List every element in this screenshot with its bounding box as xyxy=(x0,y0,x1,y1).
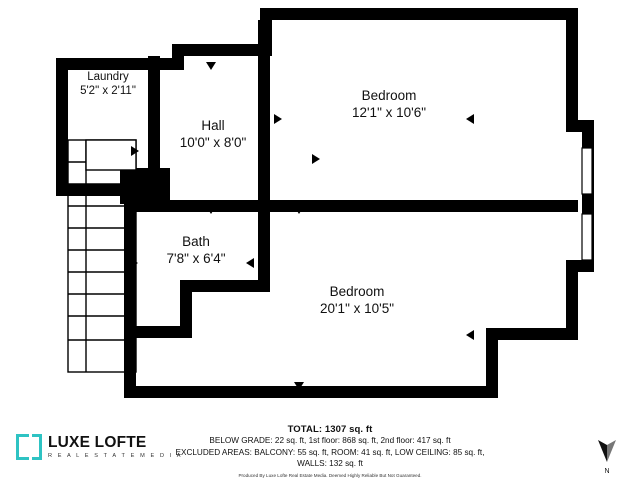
brand-logo xyxy=(16,434,183,460)
stair-landing-block xyxy=(120,168,170,204)
interior-wall-bath-right xyxy=(258,200,270,292)
summary-total: TOTAL: 1307 sq. ft xyxy=(287,424,373,435)
window-right-upper xyxy=(582,148,592,194)
summary-credit: Produced By Luxe Lofte Real Estate Media. Deemed Highly Reliable But Not Guaranteed. xyxy=(238,472,422,478)
arrow-hall-right xyxy=(312,154,320,164)
north-arrow-icon xyxy=(598,440,616,462)
area-summary xyxy=(150,424,510,478)
interior-wall-bath-top xyxy=(124,200,270,212)
interior-wall-bedrooms xyxy=(258,200,578,212)
summary-excluded: EXCLUDED AREAS: BALCONY: 55 sq. ft, ROOM: 41 sq. ft, LOW CEILING: 85 sq. ft, xyxy=(175,447,485,457)
logo-text xyxy=(48,435,183,459)
window-right-lower xyxy=(582,214,592,260)
logo-brand-name: LUXE LOFTE xyxy=(48,433,147,451)
logo-tagline: R E A L E S T A T E M E D I A xyxy=(48,453,183,460)
summary-below-grade: BELOW GRADE: 22 sq. ft, 1st floor: 868 sq. ft, 2nd floor: 417 sq. ft xyxy=(209,436,451,445)
interior-wall-hall-bedroom xyxy=(258,20,270,212)
room-label-bath: Bath 7'8" x 6'4" xyxy=(166,234,226,266)
arrow-hall-top xyxy=(206,62,216,70)
compass-north xyxy=(592,440,622,475)
room-label-bedroom-upper: Bedroom 12'1" x 10'6" xyxy=(351,88,427,120)
summary-walls: WALLS: 132 sq. ft xyxy=(297,459,363,469)
room-label-hall: Hall 10'0" x 8'0" xyxy=(179,118,247,150)
room-label-laundry: Laundry 5'2" x 2'11" xyxy=(80,71,136,98)
interior-wall-bath-step xyxy=(180,280,270,292)
arrow-bedroom2-right xyxy=(466,330,474,340)
logo-mark-icon xyxy=(16,434,42,460)
compass-letter: N xyxy=(604,468,610,475)
arrow-bedroom-left xyxy=(274,114,282,124)
room-label-bedroom-lower: Bedroom 20'1" x 10'5" xyxy=(319,284,395,316)
stair-upper-landing xyxy=(86,140,136,170)
